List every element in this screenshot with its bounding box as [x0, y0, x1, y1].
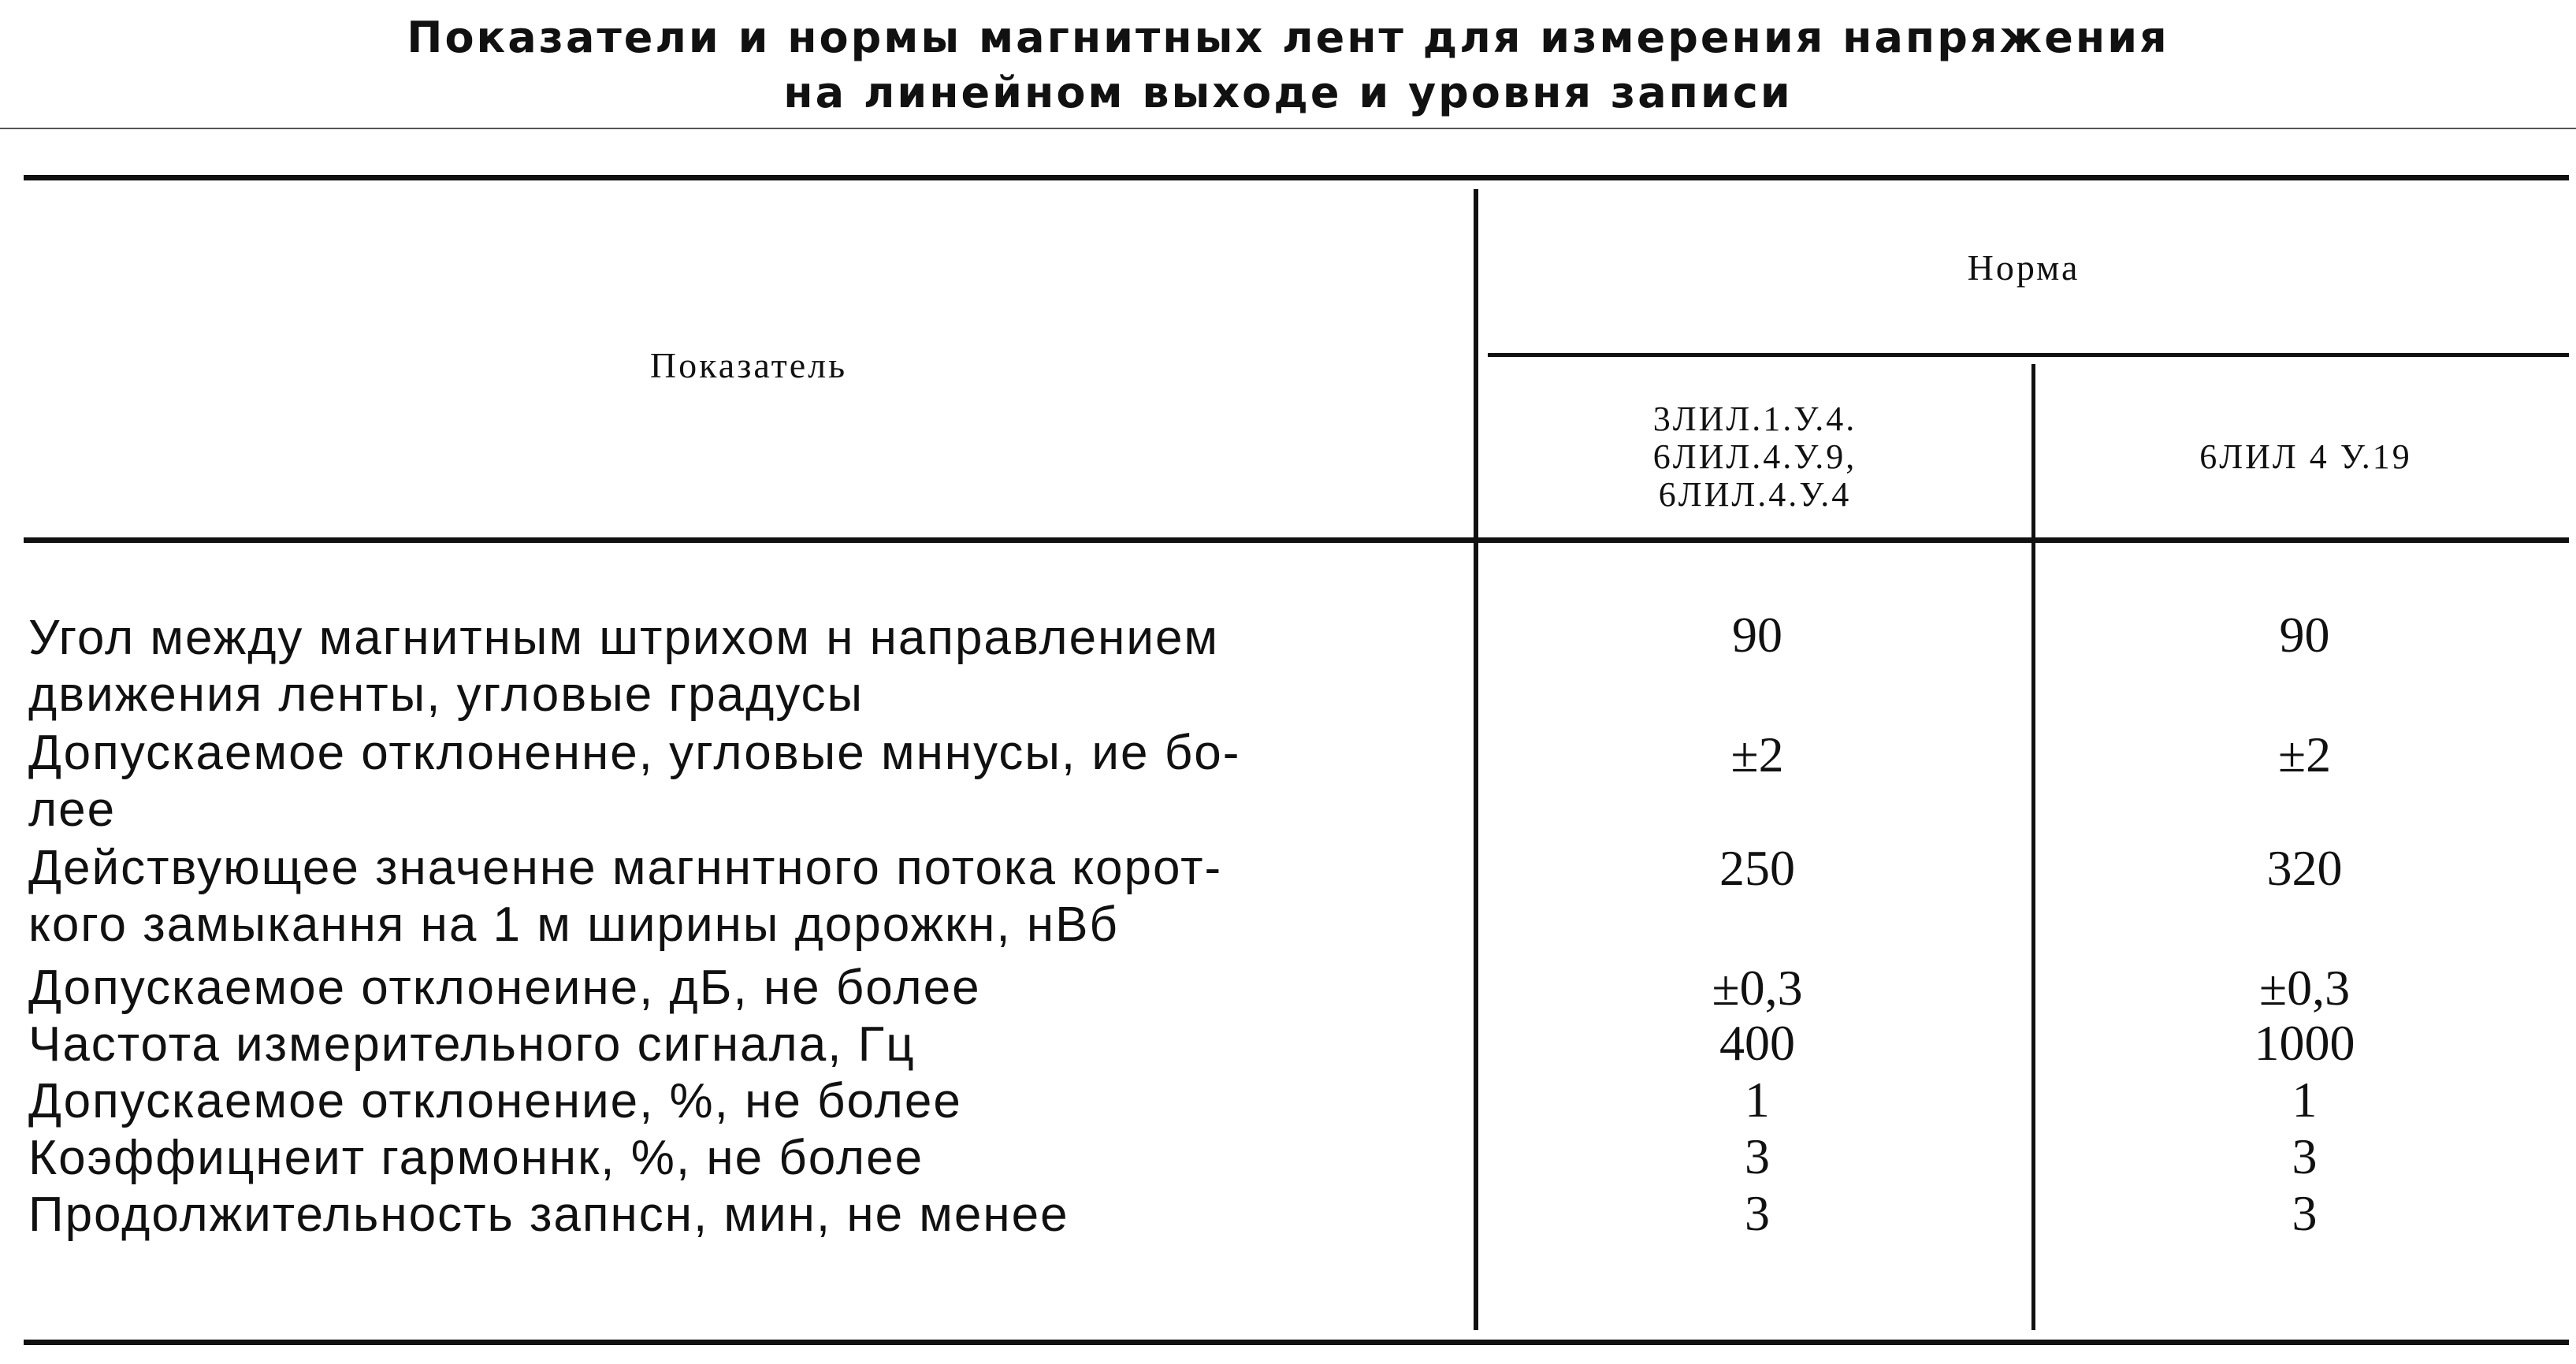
- row-value-col-2: ±0,3: [2258, 960, 2351, 1016]
- row-label: Допускаемое отклонение, %, не более: [28, 1074, 962, 1128]
- title-divider: [0, 128, 2576, 129]
- row-label: Действующее значенне магннтного потока корот- кого замыкання на 1 м ширины дорожкн, нВб: [28, 841, 1223, 952]
- table-bottom-rule: [24, 1340, 2569, 1345]
- row-label: Коэффицнеит гармоннк, %, не более: [28, 1131, 924, 1185]
- row-value-col-1: 3: [1745, 1128, 1770, 1184]
- header-bottom-rule: [24, 537, 2569, 543]
- column-divider-main: [1474, 189, 1478, 1330]
- header-col-1: 3ЛИЛ.1.У.4. 6ЛИЛ.4.У.9, 6ЛИЛ.4.У.4: [1652, 400, 1857, 514]
- row-label: Допускаемое отклонеине, дБ, не более: [28, 961, 981, 1015]
- table-title-line-1: Показатели и нормы магнитных лент для измерения напряжения: [407, 13, 2169, 62]
- table-title-line-2: на линейном выходе и уровня записи: [783, 68, 1793, 117]
- row-label: Угол между магнитным штрихом н направлением движения ленты, угловые градусы: [28, 611, 1220, 722]
- row-value-col-2: 90: [2279, 607, 2330, 663]
- norm-divider-rule: [1488, 353, 2569, 357]
- row-value-col-1: ±2: [1730, 727, 1784, 782]
- row-value-col-2: 1000: [2254, 1015, 2355, 1071]
- row-value-col-2: ±2: [2277, 727, 2332, 782]
- header-norm: Норма: [1967, 247, 2080, 288]
- row-value-col-2: 320: [2266, 840, 2343, 896]
- header-col-2: 6ЛИЛ 4 У.19: [2199, 437, 2412, 476]
- header-indicator: Показатель: [649, 345, 848, 385]
- row-value-col-1: 3: [1745, 1185, 1770, 1241]
- row-label: Продолжительность запнсн, мин, не менее: [28, 1187, 1069, 1242]
- row-label: Частота измерительного сигнала, Гц: [28, 1017, 916, 1072]
- row-value-col-1: ±0,3: [1712, 960, 1803, 1016]
- row-value-col-2: 3: [2292, 1185, 2318, 1241]
- table-top-rule: [24, 175, 2569, 180]
- row-value-col-1: 90: [1732, 607, 1782, 663]
- row-value-col-1: 400: [1719, 1015, 1795, 1071]
- row-label: Допускаемое отклоненне, угловые мннусы, ие бо- лее: [28, 726, 1241, 837]
- row-value-col-1: 250: [1719, 840, 1795, 896]
- row-value-col-1: 1: [1745, 1072, 1770, 1128]
- row-value-col-2: 1: [2292, 1072, 2318, 1128]
- row-value-col-2: 3: [2292, 1128, 2318, 1184]
